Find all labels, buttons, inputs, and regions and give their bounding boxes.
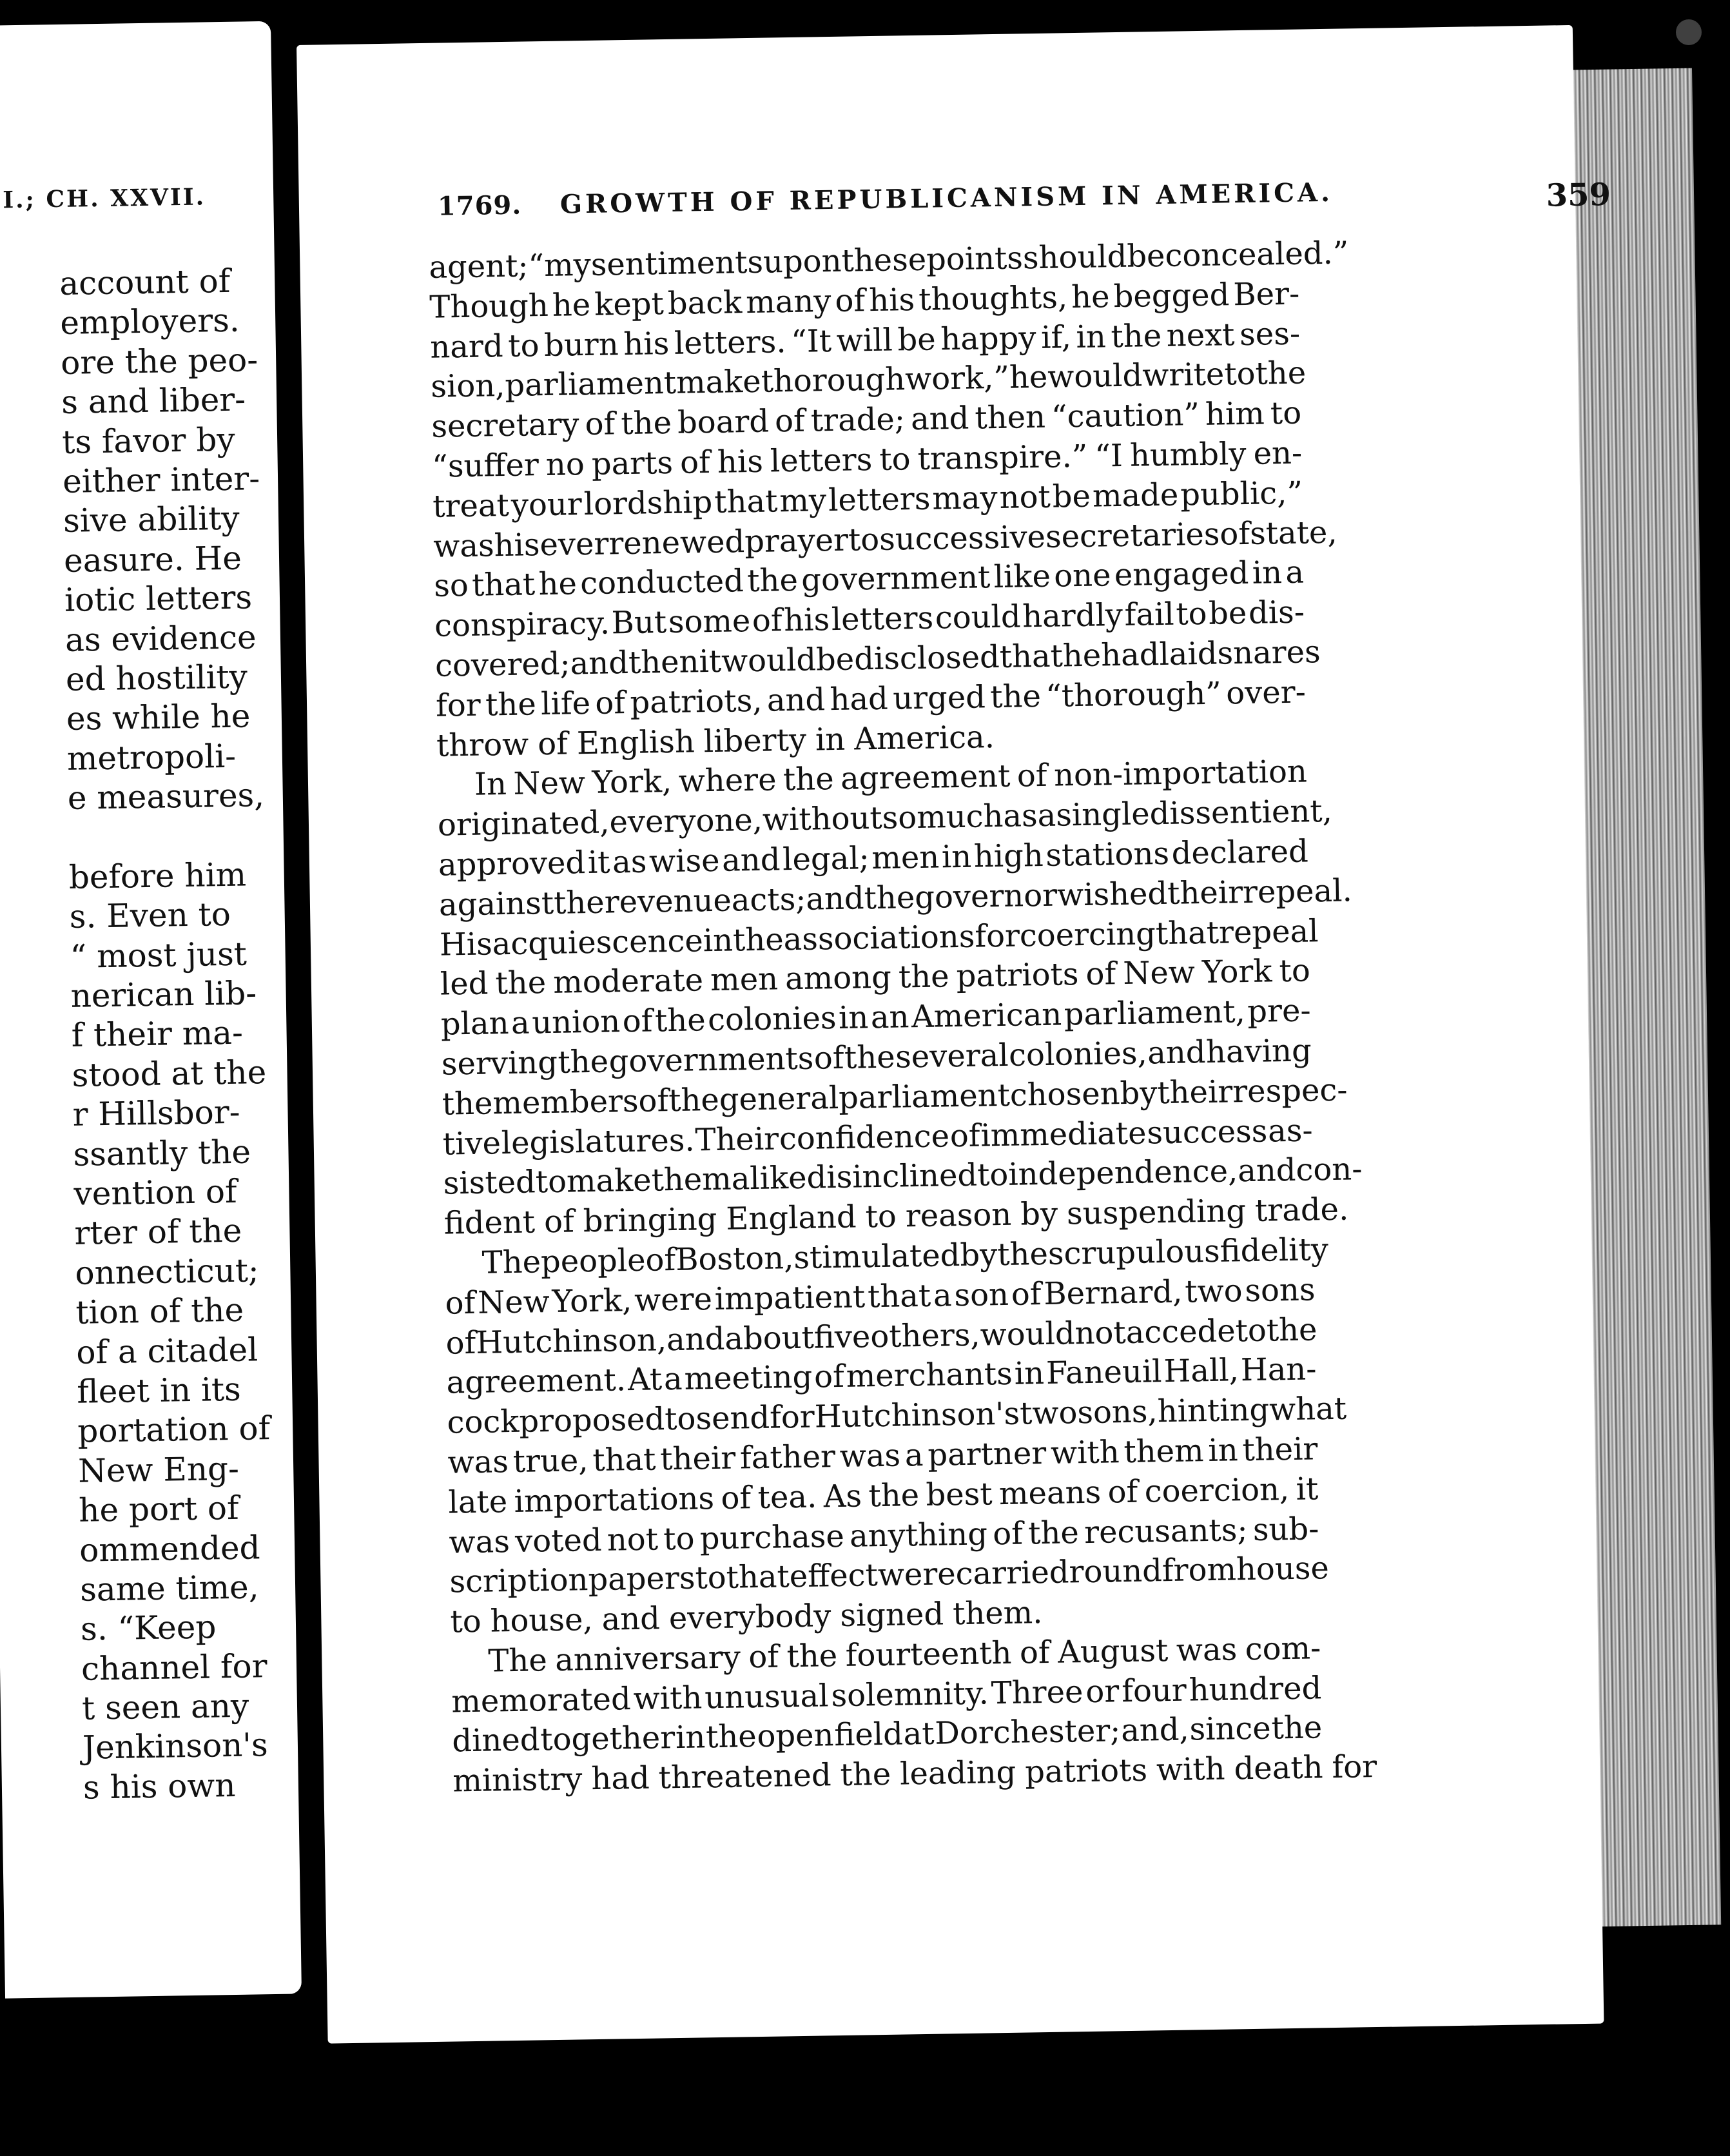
text-line: dined together in the open field at Dorchester; and, since the [451,1709,1323,1760]
left-page-line: sive ability [63,499,240,540]
left-page-line: e measures, [67,776,265,817]
left-page-line: stood at the [72,1053,267,1094]
text-line: nard to burn his letters. “It will be happy if, in the next ses- [429,315,1301,366]
paragraph [429,235,1349,766]
scan-artifact [1676,19,1702,45]
left-page-line: vention of [73,1172,237,1213]
left-page-line: ssantly the [73,1133,251,1173]
left-page-line: fleet in its [76,1370,242,1411]
text-line: led the moderate men among the patriots of New York to [440,952,1311,1003]
text-line: Though he kept back many of his thoughts, he begged Ber- [429,275,1300,326]
running-head-year: 1769. [437,190,522,222]
text-line: agreement. At a meeting of merchants in Faneuil Hall, Han- [446,1351,1317,1401]
paragraph [444,1230,1347,1642]
text-line: sisted to make them alike disinclined to independence, and con- [443,1151,1363,1202]
left-page-line: same time, [79,1568,259,1609]
left-page-line: iotic letters [64,578,253,620]
text-line: late importations of tea. As the best means of coercion, it [448,1471,1319,1521]
text-line: treat your lordship that my letters may not be made public,” [432,475,1303,525]
paragraph [451,1629,1377,1801]
left-page-line: s. “Keep [80,1608,217,1648]
text-line: The people of Boston, stimulated by the scrupulous fidelity [481,1231,1329,1281]
text-line: The anniversary of the fourteenth of August was com- [487,1630,1321,1680]
text-line: sion, parliament make thorough work,” he would write to the [430,355,1307,406]
left-page-line [68,816,266,858]
left-page-text [59,261,281,1808]
text-line: was voted not to purchase anything of the recusants; sub- [449,1510,1319,1561]
scan-artifact [645,1966,703,2012]
text-line: so that he conducted the government like one engaged in a [433,554,1305,605]
text-line: covered; and then it would be disclosed that he had laid snares [434,634,1321,684]
left-page-line: f their ma- [71,1014,244,1055]
text-line: to house, and everybody signed them. [450,1594,1043,1640]
left-page-line: ore the peo- [60,340,258,382]
text-line: In New York, where the agreement of non-importation [474,753,1308,803]
text-line: throw of English liberty in America. [436,718,995,764]
left-page-line: es while he [66,697,251,738]
left-page-line: t seen any [81,1687,249,1727]
text-line: scription papers to that effect were carried round from house [449,1550,1330,1600]
left-page-line: s and liber- [61,380,246,422]
text-line: was his ever renewed prayer to successive secretaries of state, [432,514,1338,565]
left-page-line: “ most just [70,935,248,975]
paragraph [437,752,1363,1244]
left-page-line: portation of [77,1409,271,1451]
text-line: fident of bringing England to reason by suspending trade. [443,1191,1349,1242]
text-line: the members of the general parliament chosen by their respec- [442,1072,1348,1122]
left-page-line: account of [59,262,231,302]
text-line: originated, every one, without so much as a single dissentient, [437,793,1333,843]
left-page-line: of a citadel [75,1330,258,1371]
left-page-line: ts favor by [61,420,236,461]
text-line: of New York, were impatient that a son of Bernard, two sons [445,1271,1316,1322]
left-page-line: s. Even to [69,896,231,936]
running-head [438,173,1611,237]
facing-page-left [0,21,302,1999]
left-page-line: New Eng- [77,1449,240,1490]
text-line: serving the governments of the several colonies, and having [441,1032,1312,1083]
text-line: secretary of the board of trade; and then “caution” him to [431,395,1302,445]
text-line: “suffer no parts of his letters to transpire.” “I humbly en- [431,435,1303,485]
left-page-line: tion of the [75,1291,244,1331]
left-page-line: he port of [78,1489,239,1529]
left-page-line: channel for [81,1647,267,1688]
text-line: ministry had threatened the leading patriots with death for [452,1749,1377,1799]
left-page-line: r Hillsbor- [72,1093,240,1134]
page-number: 359 [1546,177,1611,214]
left-page-line: Jenkinson's [82,1726,269,1767]
text-line: of Hutchinson, and about five others, would not accede to the [445,1311,1317,1362]
left-page-line: either inter- [62,460,260,500]
left-page-line: ed hostility [65,658,248,698]
text-line: against the revenue acts; and the governor wished their repeal. [438,872,1353,923]
text-line: tive legislatures. Their confidence of immediate success as- [442,1112,1314,1162]
text-line: was true, that their father was a partner with them in their [447,1431,1318,1481]
text-line: memorated with unusual solemnity. Three or four hundred [451,1670,1322,1720]
left-page-line: before him [68,856,247,896]
text-line: conspiracy. But some of his letters could hardly fail to be dis- [434,594,1305,644]
left-page-line: easure. He [63,539,242,580]
left-page-line: rter of the [74,1212,242,1253]
text-line: approved it as wise and legal; men in high stations declared [438,833,1309,883]
text-line: plan a union of the colonies in an American parliament, pre- [440,992,1312,1043]
page-359 [296,25,1611,2044]
text-line: cock proposed to send for Hutchinson's two sons, hinting what [447,1390,1347,1441]
left-page-line: ommended [79,1528,260,1569]
page-body [429,235,1377,1802]
text-line: for the life of patriots, and had urged the “thorough” over- [435,674,1307,724]
left-page-line: metropoli- [66,737,237,778]
left-page-line: nerican lib- [70,974,257,1015]
left-running-head: I.; CH. XXVII. [2,183,206,214]
text-line: agent; “my sentiments upon these points should be concealed.” [429,235,1349,286]
running-head-title: GROWTH OF REPUBLICANISM IN AMERICA. [559,177,1334,220]
left-page-line: onnecticut; [75,1251,260,1292]
left-page-line: s his own [83,1766,236,1807]
left-page-line: employers. [59,301,240,342]
text-line: His acquiescence in the associations for coercing that repeal [439,912,1319,963]
left-page-line: as evidence [64,618,257,659]
